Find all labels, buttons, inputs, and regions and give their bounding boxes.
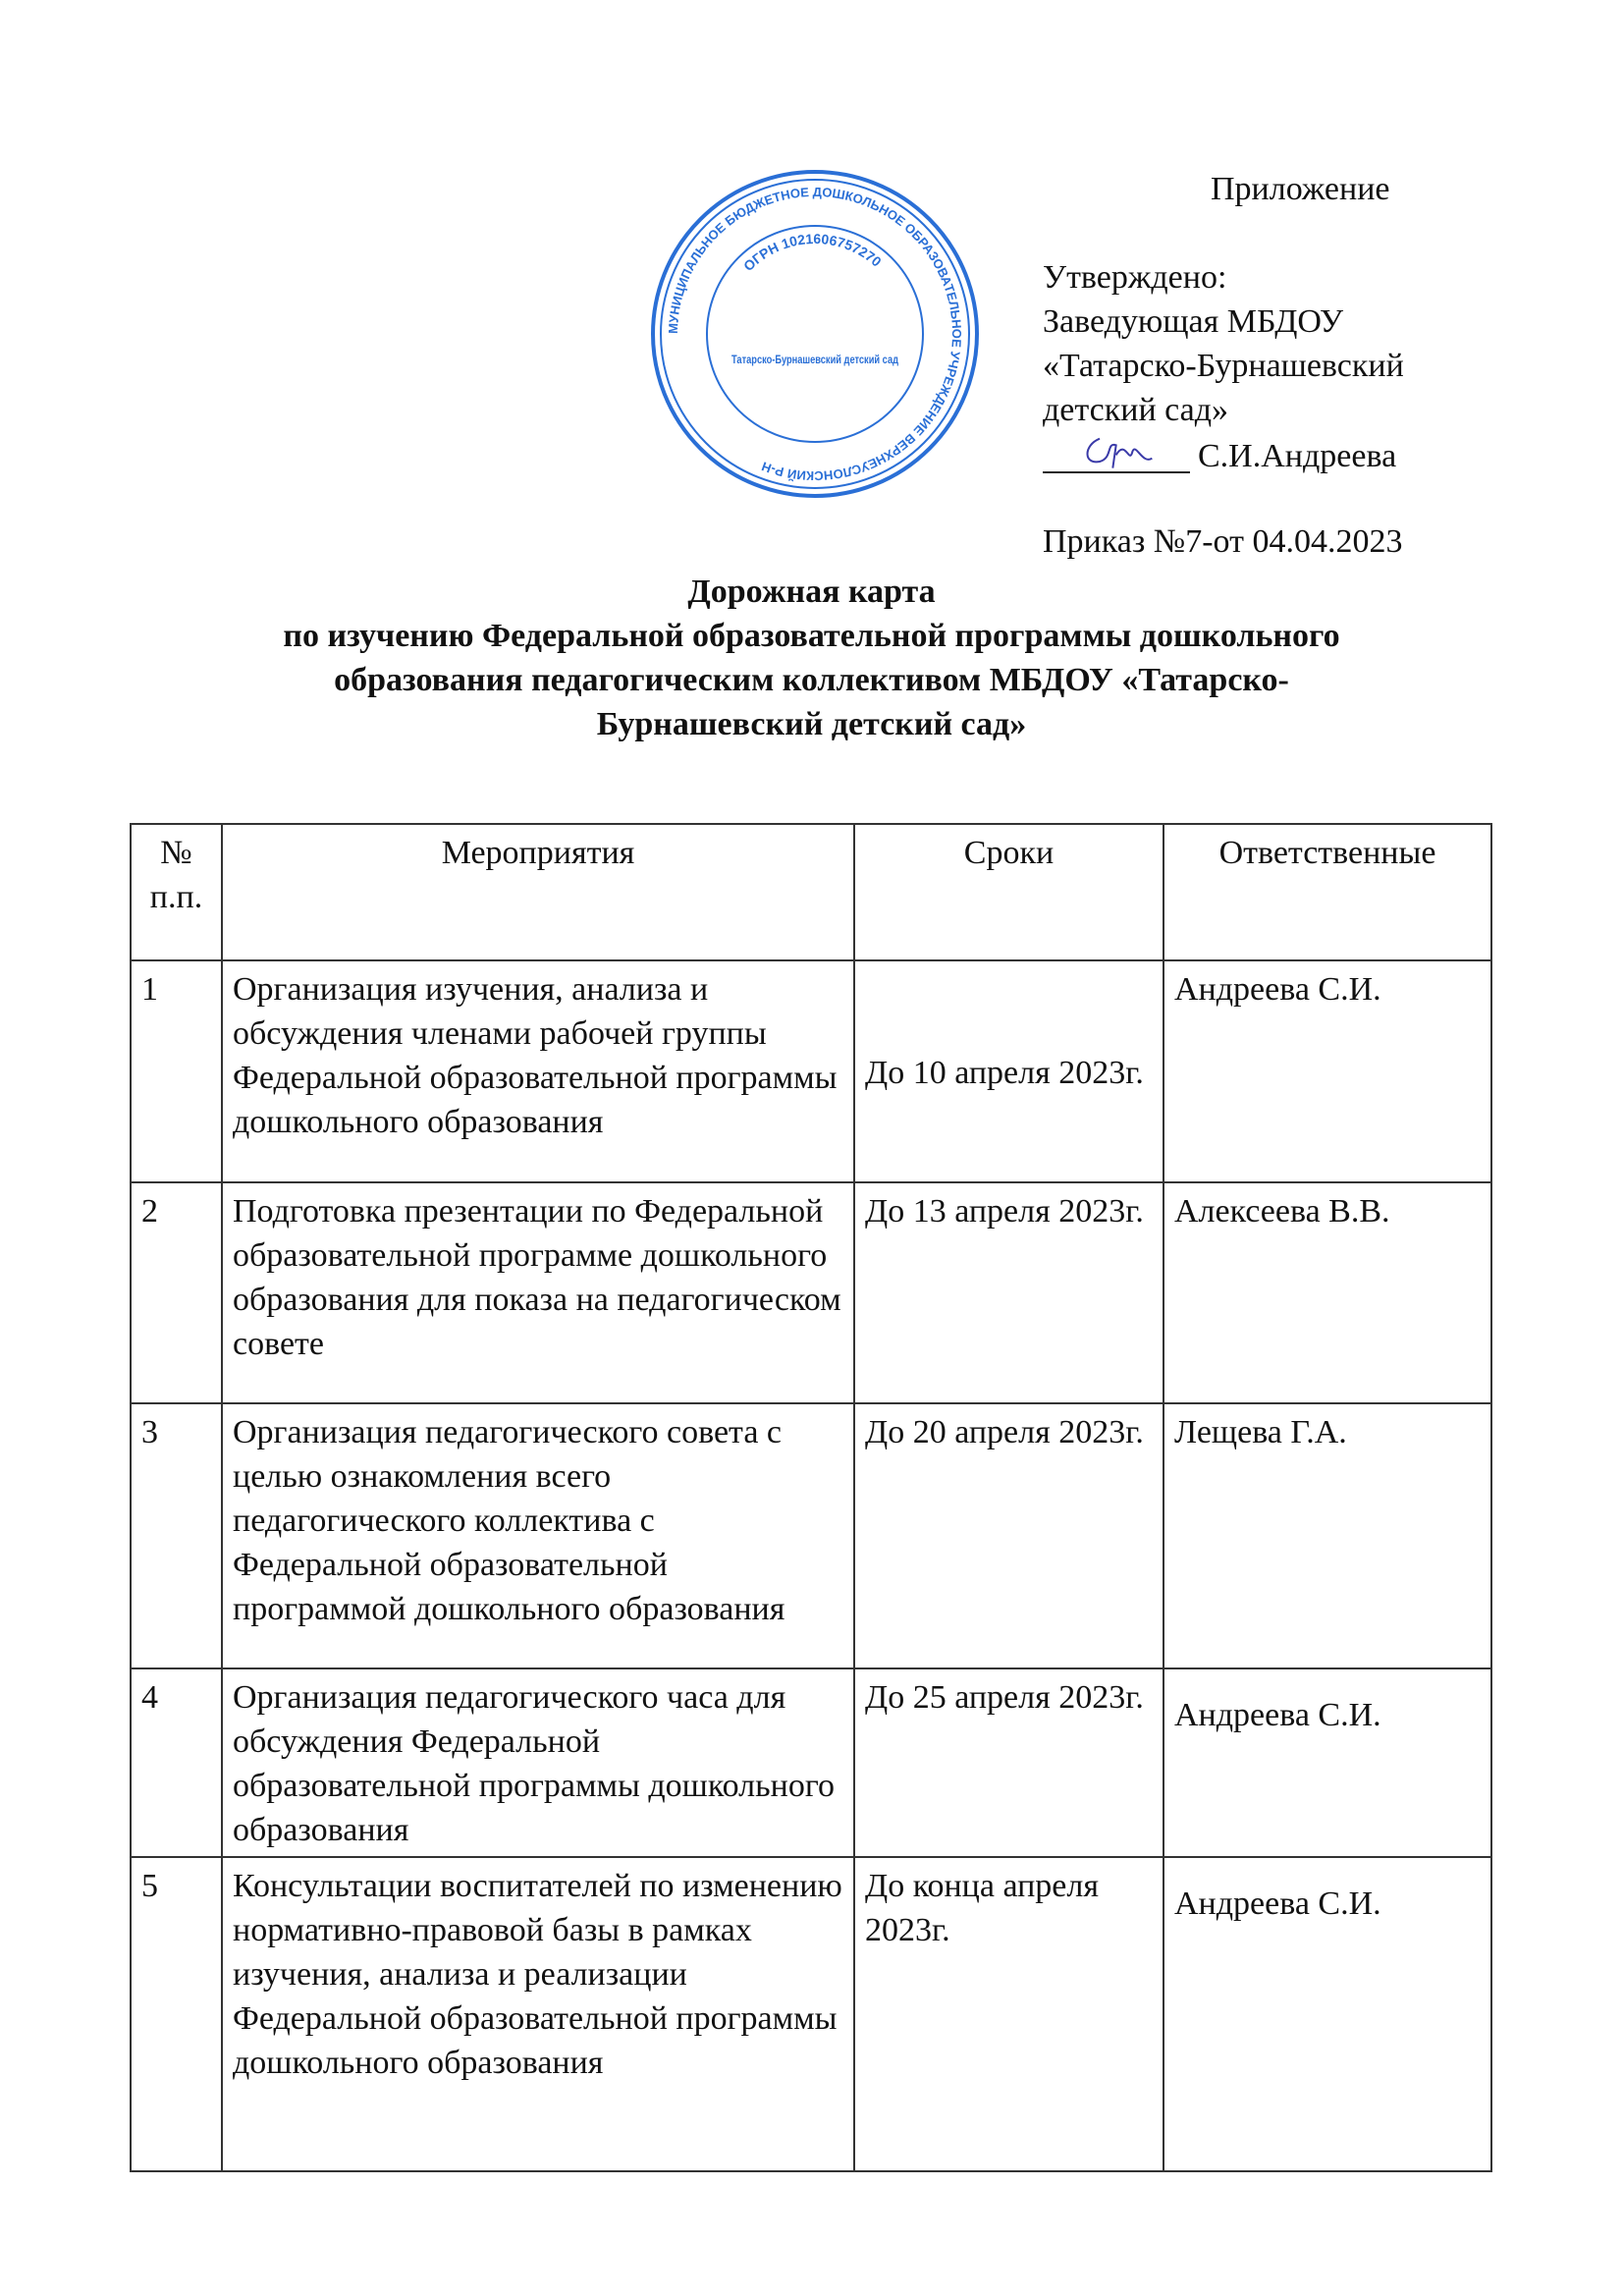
table-row — [131, 1182, 1491, 1403]
row-number: 3 — [131, 1403, 222, 1668]
approved-label: Утверждено: — [1043, 259, 1227, 296]
header-responsible: Ответственные — [1163, 824, 1491, 960]
table-row — [131, 1403, 1491, 1668]
title-line1: Дорожная карта — [687, 574, 936, 610]
row-responsible: Алексеева В.В. — [1163, 1182, 1491, 1403]
stamp-outer-text: МУНИЦИПАЛЬНОЕ БЮДЖЕТНОЕ ДОШКОЛЬНОЕ ОБРАЗОВАТЕЛЬНОЕ УЧРЕЖДЕНИЕ ВЕРХНЕУСЛОНСКИЙ Р-Н — [665, 184, 965, 484]
row-deadline: До 10 апреля 2023г. — [854, 960, 1163, 1182]
stamp-center-text: Татарско-Бурнашевский детский сад — [731, 353, 899, 366]
document-title — [0, 570, 1623, 746]
header-events: Мероприятия — [222, 824, 854, 960]
title-line2: по изучению Федеральной образовательной программы дошкольного — [283, 618, 1340, 654]
row-event: Консультации воспитателей по изменению нормативно-правовой базы в рамках изучения, анализа и реализации Федеральной образовательной программы дошкольного образования — [222, 1857, 854, 2171]
table-row — [131, 960, 1491, 1182]
signatory-name: С.И.Андреева — [1198, 438, 1397, 474]
row-number: 1 — [131, 960, 222, 1182]
stamp-inner-text: ОГРН 1021606757270 — [739, 230, 885, 275]
row-number: 5 — [131, 1857, 222, 2171]
svg-text:МУНИЦИПАЛЬНОЕ БЮДЖЕТНОЕ ДОШКОЛ — [666, 185, 964, 483]
official-stamp — [648, 167, 982, 501]
table-header-row — [131, 824, 1491, 960]
title-line4: Бурнашевский детский сад» — [596, 706, 1027, 742]
position-line2: «Татарско-Бурнашевский — [1043, 348, 1404, 384]
header-deadline: Сроки — [854, 824, 1163, 960]
row-responsible: Андреева С.И. — [1163, 1668, 1491, 1857]
row-number: 2 — [131, 1182, 222, 1403]
row-event: Подготовка презентации по Федеральной образовательной программе дошкольного образования для показа на педагогическом совете — [222, 1182, 854, 1403]
row-responsible: Андреева С.И. — [1163, 960, 1491, 1182]
header-number: № п.п. — [131, 824, 222, 960]
row-deadline: До 13 апреля 2023г. — [854, 1182, 1163, 1403]
appendix-label: Приложение — [1211, 171, 1390, 207]
row-deadline: До 20 апреля 2023г. — [854, 1403, 1163, 1668]
position-line3: детский сад» — [1043, 392, 1229, 428]
table-row — [131, 1857, 1491, 2171]
row-event: Организация педагогического часа для обсуждения Федеральной образовательной программы дошкольного образования — [222, 1668, 854, 1857]
signature-line — [1043, 471, 1190, 473]
title-line3: образования педагогическим коллективом МБДОУ «Татарско- — [334, 662, 1289, 698]
table-row — [131, 1668, 1491, 1857]
row-deadline: До 25 апреля 2023г. — [854, 1668, 1163, 1857]
position-line1: Заведующая МБДОУ — [1043, 303, 1344, 340]
row-number: 4 — [131, 1668, 222, 1857]
row-responsible: Лещева Г.А. — [1163, 1403, 1491, 1668]
row-responsible: Андреева С.И. — [1163, 1857, 1491, 2171]
row-event: Организация педагогического совета с целью ознакомления всего педагогического коллектива с Федеральной образовательной программой дошкольного образования — [222, 1403, 854, 1668]
row-event: Организация изучения, анализа и обсуждения членами рабочей группы Федеральной образовательной программы дошкольного образования — [222, 960, 854, 1182]
signature — [1060, 432, 1178, 471]
roadmap-table — [130, 823, 1492, 2172]
row-deadline: До конца апреля 2023г. — [854, 1857, 1163, 2171]
order-number: Приказ №7-от 04.04.2023 — [1043, 523, 1403, 560]
